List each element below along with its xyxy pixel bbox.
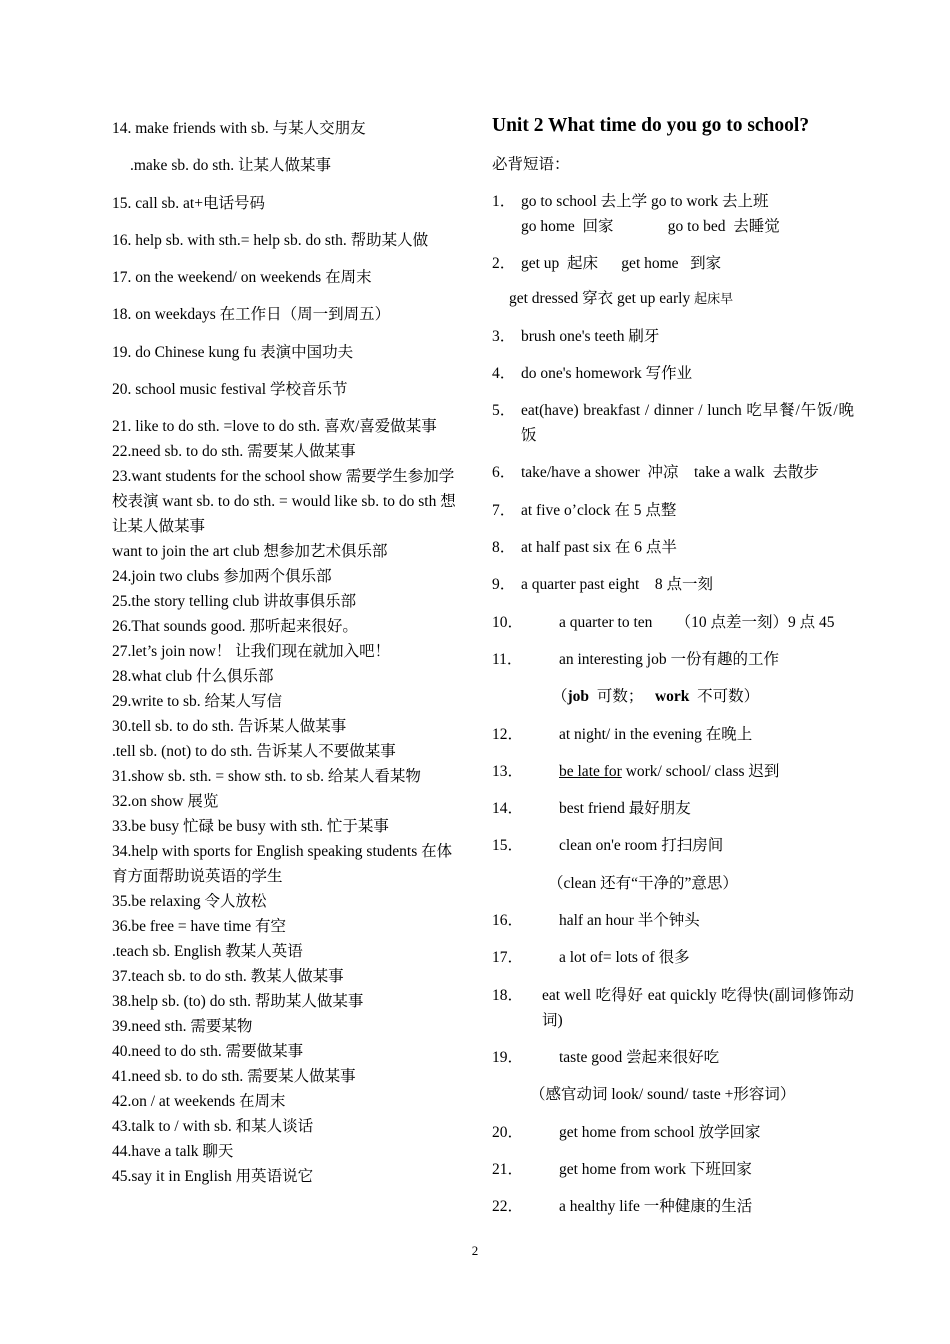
item-number: 21． bbox=[492, 1160, 524, 1178]
item-text-rest: work/ school/ class 迟到 bbox=[621, 762, 780, 780]
list-item bbox=[492, 460, 854, 485]
item-number: 19． bbox=[492, 1048, 524, 1066]
list-item bbox=[492, 610, 854, 635]
list-item: 26.That sounds good. 那听起来很好。 bbox=[112, 618, 358, 636]
list-item: 23.want students for the school show 需要学生参加学校表演 want sb. to do sth. = would like sb. to do sth 想让某人做某事 bbox=[112, 468, 456, 536]
list-item: 32.on show 展览 bbox=[112, 793, 219, 811]
list-item bbox=[492, 1120, 854, 1145]
item-text: a quarter past eight 8 点一刻 bbox=[521, 576, 713, 594]
list-item bbox=[492, 1045, 854, 1070]
list-item: 29.write to sb. 给某人写信 bbox=[112, 693, 283, 711]
list-item bbox=[492, 324, 854, 349]
item-number: 7． bbox=[492, 501, 516, 519]
item-text: a lot of= lots of 很多 bbox=[559, 949, 690, 967]
list-item bbox=[492, 908, 854, 933]
list-item: 39.need sth. 需要某物 bbox=[112, 1018, 253, 1036]
item-text: taste good 尝起来很好吃 bbox=[559, 1048, 720, 1066]
list-item bbox=[492, 361, 854, 386]
item-number: 1． bbox=[492, 193, 516, 210]
item-number: 8． bbox=[492, 539, 516, 557]
list-item: 33.be busy 忙碌 be busy with sth. 忙于某事 bbox=[112, 818, 389, 836]
list-item bbox=[492, 535, 854, 560]
item-text: eat well 吃得好 eat quickly 吃得快(副词修饰动词) bbox=[542, 986, 854, 1029]
item-note bbox=[492, 286, 854, 311]
item-number: 15． bbox=[492, 837, 524, 855]
item-number: 16． bbox=[492, 912, 524, 930]
item-text-line: go home 回家 go to bed 去睡觉 bbox=[521, 218, 780, 235]
item-text: best friend 最好朋友 bbox=[559, 800, 691, 818]
list-item: 18. on weekdays 在工作日（周一到周五） bbox=[112, 306, 391, 324]
item-number: 2． bbox=[492, 255, 516, 273]
item-number: 5． bbox=[492, 402, 516, 420]
list-item: 14. make friends with sb. 与某人交朋友 bbox=[112, 120, 366, 137]
item-note-text: 不可数） bbox=[689, 688, 760, 706]
list-item bbox=[492, 833, 854, 858]
list-item: .teach sb. English 教某人英语 bbox=[112, 943, 303, 961]
item-text: clean on'e room 打扫房间 bbox=[559, 837, 724, 855]
section-label: 必背短语： bbox=[492, 156, 570, 173]
item-text: get home from work 下班回家 bbox=[559, 1160, 752, 1178]
list-item bbox=[492, 647, 854, 672]
item-number: 6． bbox=[492, 464, 516, 482]
item-number: 13． bbox=[492, 762, 524, 780]
list-item: .make sb. do sth. 让某人做某事 bbox=[130, 157, 332, 175]
item-note-text: get dressed 穿衣 get up early bbox=[509, 290, 695, 308]
item-note-text: 可数； bbox=[589, 688, 655, 706]
item-text: at five o’clock 在 5 点整 bbox=[521, 501, 677, 519]
item-note-small: 起床早 bbox=[694, 291, 734, 307]
item-text: a healthy life 一种健康的生活 bbox=[559, 1198, 753, 1216]
item-number: 3． bbox=[492, 327, 516, 345]
list-item: 40.need to do sth. 需要做某事 bbox=[112, 1043, 304, 1061]
item-text bbox=[559, 759, 854, 784]
list-item bbox=[492, 759, 854, 784]
list-item: 44.have a talk 聊天 bbox=[112, 1143, 234, 1161]
item-text: get home from school 放学回家 bbox=[559, 1123, 761, 1141]
item-text: get up 起床 get home 到家 bbox=[521, 255, 722, 273]
item-text: brush one's teeth 刷牙 bbox=[521, 327, 660, 345]
list-item: 42.on / at weekends 在周末 bbox=[112, 1093, 286, 1111]
list-item: 28.what club 什么俱乐部 bbox=[112, 668, 274, 686]
list-item bbox=[492, 1157, 854, 1182]
list-item bbox=[492, 398, 854, 448]
list-item: 41.need sb. to do sth. 需要某人做某事 bbox=[112, 1068, 356, 1086]
list-item: want to join the art club 想参加艺术俱乐部 bbox=[112, 543, 388, 561]
item-note: （感官动词 look/ sound/ taste +形容词） bbox=[530, 1086, 796, 1104]
item-text: take/have a shower 冲凉 take a walk 去散步 bbox=[521, 464, 819, 482]
item-note bbox=[492, 684, 854, 709]
list-item: 27.let’s join now！ 让我们现在就加入吧！ bbox=[112, 643, 391, 661]
item-text: at half past six 在 6 点半 bbox=[521, 539, 677, 557]
list-item bbox=[492, 983, 854, 1033]
list-item bbox=[492, 572, 854, 597]
list-item: 15. call sb. at+电话号码 bbox=[112, 194, 265, 212]
list-item: 21. like to do sth. =love to do sth. 喜欢/喜爱做某事 bbox=[112, 418, 437, 436]
item-note-bold: job bbox=[567, 688, 590, 706]
list-item: 22.need sb. to do sth. 需要某人做某事 bbox=[112, 443, 356, 461]
list-item: 37.teach sb. to do sth. 教某人做某事 bbox=[112, 968, 344, 986]
item-number: 9． bbox=[492, 576, 516, 594]
item-note: （clean 还有“干净的”意思） bbox=[548, 874, 738, 892]
list-item bbox=[492, 1194, 854, 1219]
item-text: half an hour 半个钟头 bbox=[559, 912, 700, 930]
item-text-line: go to school 去上学 go to work 去上班 bbox=[521, 193, 769, 210]
list-item: 43.talk to / with sb. 和某人谈话 bbox=[112, 1118, 314, 1136]
item-number: 20． bbox=[492, 1123, 524, 1141]
list-item bbox=[492, 498, 854, 523]
item-number: 4． bbox=[492, 364, 516, 382]
item-number: 18． bbox=[492, 986, 524, 1004]
item-text: at night/ in the evening 在晚上 bbox=[559, 725, 753, 743]
list-item: 24.join two clubs 参加两个俱乐部 bbox=[112, 568, 332, 586]
item-number: 11． bbox=[492, 650, 523, 668]
list-item: .tell sb. (not) to do sth. 告诉某人不要做某事 bbox=[112, 743, 396, 761]
item-number: 17． bbox=[492, 949, 524, 967]
list-item: 17. on the weekend/ on weekends 在周末 bbox=[112, 269, 372, 287]
item-text: eat(have) breakfast / dinner / lunch 吃早餐/午饭/晚饭 bbox=[521, 402, 854, 445]
list-item bbox=[492, 251, 854, 276]
list-item: 34.help with sports for English speaking students 在体育方面帮助说英语的学生 bbox=[112, 843, 453, 886]
list-item: 36.be free = have time 有空 bbox=[112, 918, 287, 936]
right-column bbox=[492, 112, 854, 1231]
unit-title: Unit 2 What time do you go to school? bbox=[492, 115, 810, 136]
list-item bbox=[492, 189, 854, 239]
list-item: 38.help sb. (to) do sth. 帮助某人做某事 bbox=[112, 993, 364, 1011]
item-number: 22． bbox=[492, 1198, 524, 1216]
list-item: 35.be relaxing 令人放松 bbox=[112, 893, 267, 911]
item-text: a quarter to ten （10 点差一刻）9 点 45 bbox=[559, 613, 835, 631]
list-item: 25.the story telling club 讲故事俱乐部 bbox=[112, 593, 357, 611]
list-item bbox=[492, 945, 854, 970]
item-text: an interesting job 一份有趣的工作 bbox=[559, 650, 779, 668]
list-item: 20. school music festival 学校音乐节 bbox=[112, 381, 348, 399]
item-text bbox=[521, 189, 854, 239]
list-item: 45.say it in English 用英语说它 bbox=[112, 1168, 314, 1186]
underlined-phrase: be late for bbox=[559, 762, 622, 780]
list-item: 16. help sb. with sth.= help sb. do sth. 帮助某人做 bbox=[112, 231, 429, 249]
list-item bbox=[492, 722, 854, 747]
list-item: 30.tell sb. to do sth. 告诉某人做某事 bbox=[112, 718, 347, 736]
item-text: do one's homework 写作业 bbox=[521, 364, 693, 382]
list-item: 31.show sb. sth. = show sth. to sb. 给某人看某物 bbox=[112, 768, 421, 786]
item-note-bold: work bbox=[654, 688, 690, 706]
list-item bbox=[492, 796, 854, 821]
item-note-text: （ bbox=[552, 688, 568, 706]
item-number: 14． bbox=[492, 800, 524, 818]
item-number: 12． bbox=[492, 725, 524, 743]
left-column bbox=[112, 116, 464, 1189]
page-number: 2 bbox=[471, 1243, 479, 1258]
item-number: 10． bbox=[492, 613, 524, 631]
list-item: 19. do Chinese kung fu 表演中国功夫 bbox=[112, 343, 354, 361]
